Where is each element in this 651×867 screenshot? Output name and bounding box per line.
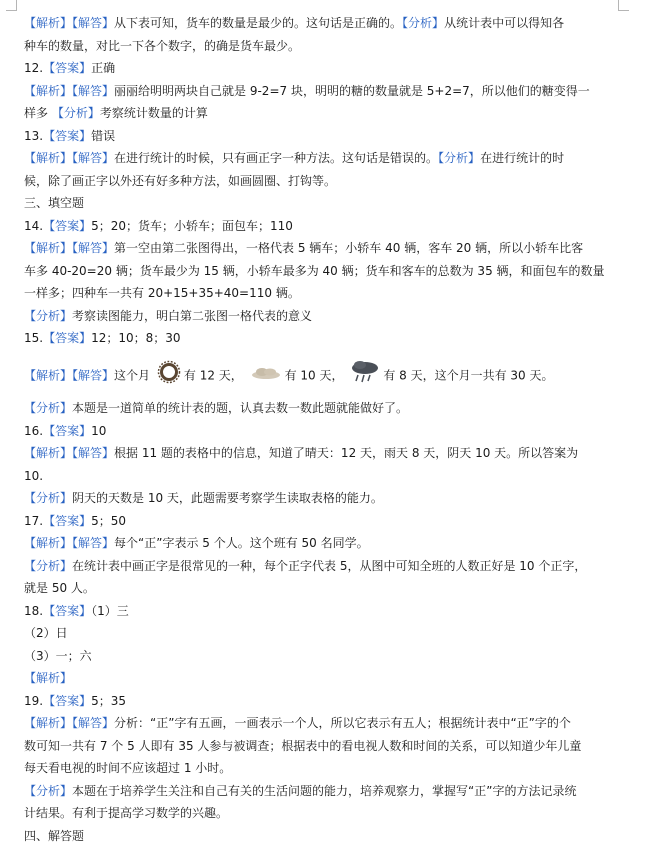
answer-label: 【答案】 [43, 218, 92, 233]
sun-icon [157, 360, 181, 392]
question-number: 17. [24, 513, 44, 528]
fenxi-tag: 【分析】 [24, 308, 73, 323]
q13-text-2: 候，除了画正字以外还有好多种方法，如画圆圈、打钩等。 [24, 173, 337, 188]
q15-analysis-line-1 [24, 360, 602, 392]
q14-analysis-line-1 [24, 237, 602, 260]
answer-tag: 【解答】 [72, 446, 115, 460]
q18-answer-line [24, 600, 602, 623]
q13-analysis-line-1 [24, 147, 602, 170]
fenxi-tag: 【分析】 [402, 16, 445, 30]
q15-text-p1: 这个月 [114, 367, 151, 382]
analysis-tag: 【解析】 [24, 241, 73, 255]
rain-icon [350, 360, 380, 392]
q17-answer-line [24, 510, 602, 533]
q19-answer-line [24, 690, 602, 713]
q16-text: 根据 11 题的表格中的信息，知道了晴天：12 天，雨天 8 天，阴天 10 天。所以答案为 [114, 446, 579, 460]
q15-fenxi-text: 本题是一道简单的统计表的题，认真去数一数此题就能做好了。 [72, 401, 409, 415]
q14-analysis-line-2: 车多 40-20=20 辆；货车最少为 15 辆，小轿车最多为 40 辆；货车和客车的总数为 35 辆，和面包车的数量 [24, 263, 605, 278]
answer-tag: 【解答】 [72, 151, 115, 165]
answer-label: 【答案】 [43, 331, 92, 345]
q12-text-2b: 考察统计数量的计算 [99, 106, 208, 120]
q11-analysis-line-2 [24, 35, 602, 58]
q13-text: 在进行统计的时候，只有画正字一种方法。这句话是错误的。 [114, 151, 439, 165]
section-heading-3: 三、填空题 [24, 196, 85, 210]
answer-label: 【答案】 [43, 61, 92, 75]
q17-fenxi-line-1 [24, 555, 602, 578]
analysis-tag: 【解析】 [24, 671, 73, 685]
fenxi-tag: 【分析】 [24, 558, 73, 573]
q14-answer-line [24, 215, 602, 238]
q19-text: 分析：“正”字有五画，一画表示一个人，所以它表示有五人；根据统计表中“正”字的个 [114, 716, 571, 730]
q16-fenxi-line [24, 487, 602, 510]
q11-text-b: 从统计表中可以得知各 [444, 16, 565, 30]
q19-answer: 5；35 [91, 693, 127, 708]
q11-analysis-line-1 [24, 12, 602, 35]
q18-answer-1: （1）三 [91, 603, 129, 618]
analysis-tag: 【解析】 [24, 151, 73, 165]
question-number: 18. [24, 603, 44, 618]
q19-analysis-line-1 [24, 712, 602, 735]
q12-answer: 正确 [91, 61, 116, 75]
question-number: 13. [24, 128, 44, 143]
answer-label: 【答案】 [43, 603, 92, 618]
answer-label: 【答案】 [43, 423, 92, 438]
q13-text-b: 在进行统计的时 [480, 151, 565, 165]
q12-text-2a: 样多 [24, 106, 49, 120]
document-page [24, 12, 605, 847]
q15-answer: 12；10；8；30 [91, 331, 181, 345]
q18-answer-3: （3）一；六 [24, 648, 92, 663]
section-heading-4: 四、解答题 [24, 828, 85, 843]
q15-text-p3: 有 10 天， [284, 367, 344, 382]
question-number: 16. [24, 423, 44, 438]
q13-answer: 错误 [91, 128, 116, 143]
fenxi-tag: 【分析】 [24, 401, 73, 415]
answer-label: 【答案】 [43, 513, 92, 528]
q14-fenxi-text: 考察读图能力，明白第二张图一格代表的意义 [72, 308, 313, 323]
q15-answer-line [24, 327, 602, 350]
q15-fenxi-line [24, 397, 602, 420]
question-number: 19. [24, 693, 44, 708]
q14-analysis-line-3: 一样多；四种车一共有 20+15+35+40=110 辆。 [24, 286, 300, 300]
answer-tag: 【解答】 [72, 83, 115, 98]
q16-answer-line [24, 420, 602, 443]
answer-tag: 【解答】 [72, 536, 115, 550]
q13-analysis-line-2 [24, 170, 602, 193]
analysis-tag: 【解析】 [24, 536, 73, 550]
answer-label: 【答案】 [43, 128, 92, 143]
q18-answer-2: （2）日 [24, 626, 68, 640]
answer-tag: 【解答】 [72, 241, 115, 255]
q12-analysis-line-2 [24, 102, 602, 125]
fenxi-tag: 【分析】 [24, 491, 73, 505]
q14-text: 第一空由第二张图得出，一格代表 5 辆车；小轿车 40 辆，客车 20 辆，所以小轿车比客 [114, 241, 584, 255]
q14-answer: 5；20；货车；小轿车；面包车；110 [91, 218, 293, 233]
q17-fenxi-line-2: 就是 50 人。 [24, 581, 95, 595]
q17-text: 每个“正”字表示 5 个人。这个班有 50 名同学。 [114, 536, 369, 550]
question-number: 15. [24, 331, 44, 345]
analysis-tag: 【解析】 [24, 16, 73, 30]
answer-tag: 【解答】 [72, 716, 115, 730]
question-number: 14. [24, 218, 44, 233]
q12-text: 丽丽给明明两块自己就是 9-2=7 块，明明的糖的数量就是 5+2=7，所以他们的糖变得一 [114, 83, 590, 98]
q16-answer: 10 [91, 423, 107, 438]
answer-label: 【答案】 [43, 693, 92, 708]
page-corner-mark-right [618, 0, 629, 11]
cloud-icon [250, 364, 282, 388]
q11-text: 从下表可知，货车的数量是最少的。这句话是正确的。 [114, 16, 403, 30]
q13-answer-line [24, 125, 602, 148]
q19-fenxi-line-1 [24, 780, 602, 803]
q16-fenxi-text: 阴天的天数是 10 天，此题需要考察学生读取表格的能力。 [72, 491, 383, 505]
q12-answer-line [24, 57, 602, 80]
q19-analysis-line-3: 每天看电视的时间不应该超过 1 小时。 [24, 761, 232, 775]
answer-tag: 【解答】 [72, 367, 115, 382]
q12-analysis-line-1 [24, 80, 602, 103]
q19-analysis-line-2: 数可知一共有 7 个 5 人即有 35 人参与被调查；根据表中的看电视人数和时间的关系，可以知道少年儿童 [24, 738, 582, 753]
fenxi-tag: 【分析】 [51, 106, 100, 120]
fenxi-tag: 【分析】 [24, 783, 73, 798]
page-corner-mark-left [6, 0, 17, 11]
q16-analysis-line-2: 10. [24, 468, 44, 483]
analysis-tag: 【解析】 [24, 446, 73, 460]
q11-text-2: 种车的数量，对比一下各个数字，的确是货车最少。 [24, 38, 301, 53]
analysis-tag: 【解析】 [24, 716, 73, 730]
q19-fenxi-line-2: 计结果。有利于提高学习数学的兴趣。 [24, 806, 229, 820]
q17-answer: 5；50 [91, 513, 127, 528]
analysis-tag: 【解析】 [24, 367, 73, 382]
q17-analysis-line [24, 532, 602, 555]
q15-text-p4: 有 8 天，这个月一共有 30 天。 [383, 367, 554, 382]
question-number: 12. [24, 61, 44, 75]
analysis-tag: 【解析】 [24, 83, 73, 98]
q16-analysis-line-1 [24, 442, 602, 465]
q17-fenxi-text: 在统计表中画正字是很常见的一种，每个正字代表 5，从图中可知全班的人数正好是 10 个正字， [72, 558, 587, 573]
q19-fenxi-text: 本题在于培养学生关注和自己有关的生活问题的能力，培养观察力，掌握写“正”字的方法记录统 [72, 783, 577, 798]
q18-analysis-line [24, 667, 602, 690]
fenxi-tag: 【分析】 [438, 151, 481, 165]
q14-fenxi-line [24, 305, 602, 328]
answer-tag: 【解答】 [72, 16, 115, 30]
q15-text-p2: 有 12 天， [183, 367, 243, 382]
